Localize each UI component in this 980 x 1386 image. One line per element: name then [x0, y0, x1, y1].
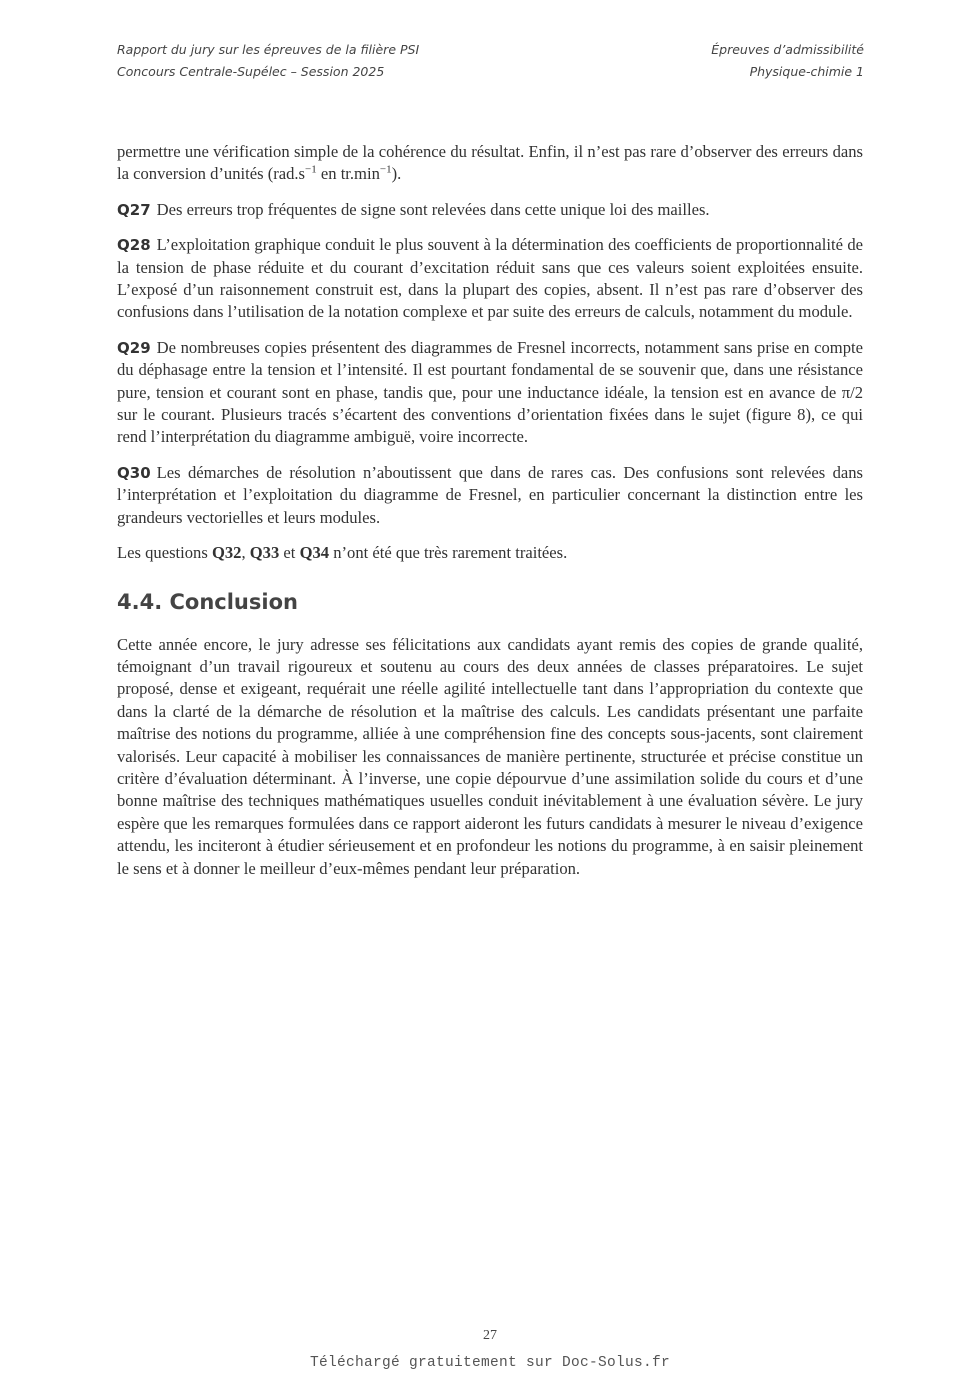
question-text: Des erreurs trop fréquentes de signe sont relevées dans cette unique loi des mailles.	[156, 199, 710, 219]
conclusion-paragraph: Cette année encore, le jury adresse ses félicitations aux candidats ayant remis des copies de grande qualité, témoignant d’un travail rigoureux et soutenu au cours des deux années de classes préparatoires. Le sujet proposé, dense et exigeant, requérait une réelle agilité intellectuelle tant dans l’appropriation du contexte que dans la clarté de la démarche de résolution et la maîtrise des calculs. Les candidats présentant une parfaite maîtrise des notions du programme, alliée à une compréhension fine des concepts sous-jacents, sont clairement valorisés. Leur capacité à mobiliser les connaissances de manière pertinente, structurée et précise constitue un critère d’évaluation déterminant. À l’inverse, une copie dépourvue d’une assimilation solide du cours et d’une bonne maîtrise des techniques mathématiques usuelles conduit inévitablement à une évaluation sévère. Le jury espère que les remarques formulées dans ce rapport aideront les futurs candidats à mesurer le niveau d’exigence attendu, les inciteront à étudier sérieusement et en profondeur les notions du programme, à en saisir pleinement le sens et à donner le meilleur d’eux-mêmes pendant leur préparation.	[117, 634, 863, 878]
question-text: Les démarches de résolution n’aboutissent que dans de rares cas. Des confusions sont relevées dans l’interprétation et l’exploitation du diagramme de Fresnel, en particulier concernant la distinction entre les grandeurs vectorielles et leurs modules.	[117, 462, 863, 527]
running-header	[117, 39, 864, 83]
rarely-treated-paragraph: Les questions Q32, Q33 et Q34 n’ont été que très rarement traitées.	[117, 543, 568, 563]
header-exam-type: Épreuves d’admissibilité	[711, 42, 864, 57]
header-subject: Physique-chimie 1	[749, 64, 864, 79]
question-q30	[117, 462, 863, 529]
question-q28	[117, 234, 863, 324]
header-session: Concours Centrale-Supélec – Session 2025	[117, 64, 385, 79]
page-number: 27	[483, 1328, 497, 1343]
question-label: Q28	[117, 236, 151, 255]
question-text: L’exploitation graphique conduit le plus souvent à la détermination des coefficients de proportionnalité de la tension de phase réduite et du courant d’excitation réduit sans que ces valeurs soient exploitées ensuite. L’exposé d’un raisonnement construit est, dans la plupart des copies, absent. Il n’est pas rare d’observer des confusions dans l’utilisation de la notation complexe et par suite des erreurs de calculs, notamment du module.	[117, 235, 863, 322]
section-heading: 4.4. Conclusion	[117, 589, 298, 614]
question-label: Q27	[117, 200, 151, 219]
question-q27	[117, 199, 863, 221]
question-label: Q29	[117, 338, 151, 357]
download-watermark: Téléchargé gratuitement sur Doc-Solus.fr	[309, 1355, 671, 1371]
question-text: De nombreuses copies présentent des diagrammes de Fresnel incorrects, notamment sans prise en compte du déphasage entre la tension et l’intensité. Il est pourtant fondamental de se souvenir que, dans une résistance pure, tension et courant sont en phase, tandis que, pour une inductance idéale, la tension est en avance de π/2 sur le courant. Plusieurs tracés s’écartent des conventions d’orientation fixées dans le sujet (figure 8), ce qui rend l’interprétation du diagramme ambiguë, voire incorrecte.	[117, 337, 863, 447]
intro-paragraph: permettre une vérification simple de la cohérence du résultat. Enfin, il n’est pas rare d’observer des erreurs dans la conversion d’unités ($rad.s^{-1}$ en $tr.\min^{-1}$).	[117, 142, 863, 184]
question-q29	[117, 337, 863, 449]
header-report-title: Rapport du jury sur les épreuves de la filière PSI	[117, 42, 420, 57]
question-label: Q30	[117, 463, 151, 482]
page-body	[117, 141, 863, 893]
